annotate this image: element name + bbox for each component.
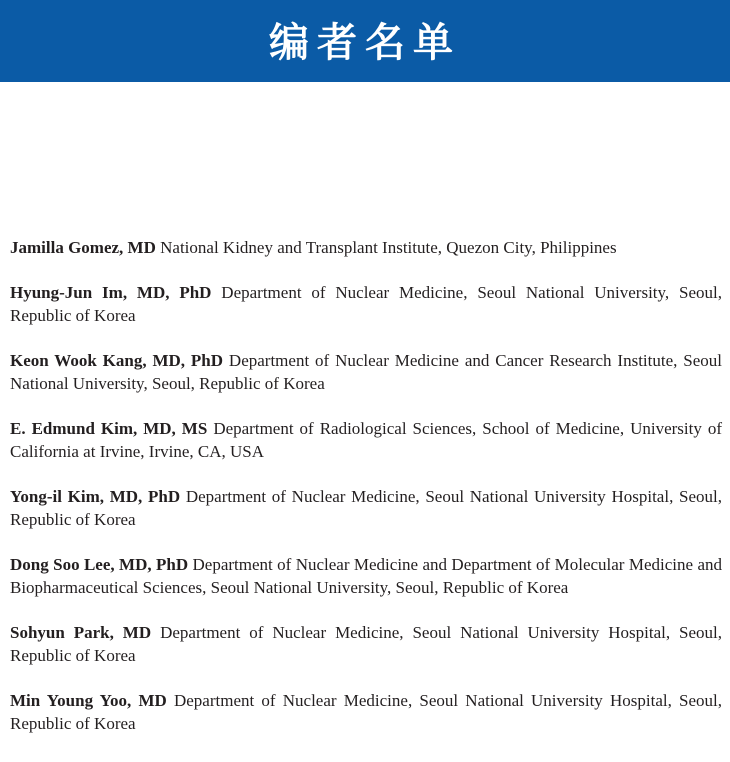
- contributor-entry: [10, 236, 722, 259]
- contributor-name: Hyung-Jun Im, MD, PhD: [10, 283, 212, 302]
- contributor-entry: [10, 349, 722, 395]
- contributor-entry: [10, 689, 722, 735]
- contributor-affiliation: Department of Nuclear Medicine, Seoul National University Hospital, Seoul, Republic of Korea: [10, 691, 722, 733]
- contributor-affiliation: Department of Nuclear Medicine, Seoul National University, Seoul, Republic of Korea: [10, 283, 722, 325]
- contributor-list: [10, 236, 722, 757]
- contributor-entry: [10, 417, 722, 463]
- contributor-affiliation: National Kidney and Transplant Institute, Quezon City, Philippines: [160, 238, 617, 257]
- contributor-entry: [10, 281, 722, 327]
- page-title: 编者名单: [269, 19, 461, 66]
- contributor-name: Dong Soo Lee, MD, PhD: [10, 555, 189, 574]
- contributor-entry: [10, 485, 722, 531]
- contributor-affiliation: Department of Nuclear Medicine and Cancer Research Institute, Seoul National University, Seoul, Republic of Korea: [10, 351, 722, 393]
- contributor-affiliation: Department of Nuclear Medicine, Seoul National University Hospital, Seoul, Republic of Korea: [10, 487, 723, 529]
- contributor-entry: [10, 621, 722, 667]
- contributor-name: Min Young Yoo, MD: [10, 691, 167, 710]
- contributor-name: E. Edmund Kim, MD, MS: [10, 419, 208, 438]
- contributor-entry: [10, 553, 722, 599]
- contributor-affiliation: Department of Radiological Sciences, School of Medicine, University of California at Irvine, Irvine, CA, USA: [10, 419, 723, 461]
- contributor-affiliation: Department of Nuclear Medicine and Department of Molecular Medicine and Biopharmaceutical Sciences, Seoul National University, Seoul, Republic of Korea: [10, 555, 722, 597]
- contributor-name: Yong-il Kim, MD, PhD: [10, 487, 181, 506]
- contributor-name: Jamilla Gomez, MD: [10, 238, 156, 257]
- contributor-affiliation: Department of Nuclear Medicine, Seoul National University Hospital, Seoul, Republic of Korea: [10, 623, 723, 665]
- contributor-name: Sohyun Park, MD: [10, 623, 152, 642]
- contributor-name: Keon Wook Kang, MD, PhD: [10, 351, 224, 370]
- header-band: [0, 0, 730, 82]
